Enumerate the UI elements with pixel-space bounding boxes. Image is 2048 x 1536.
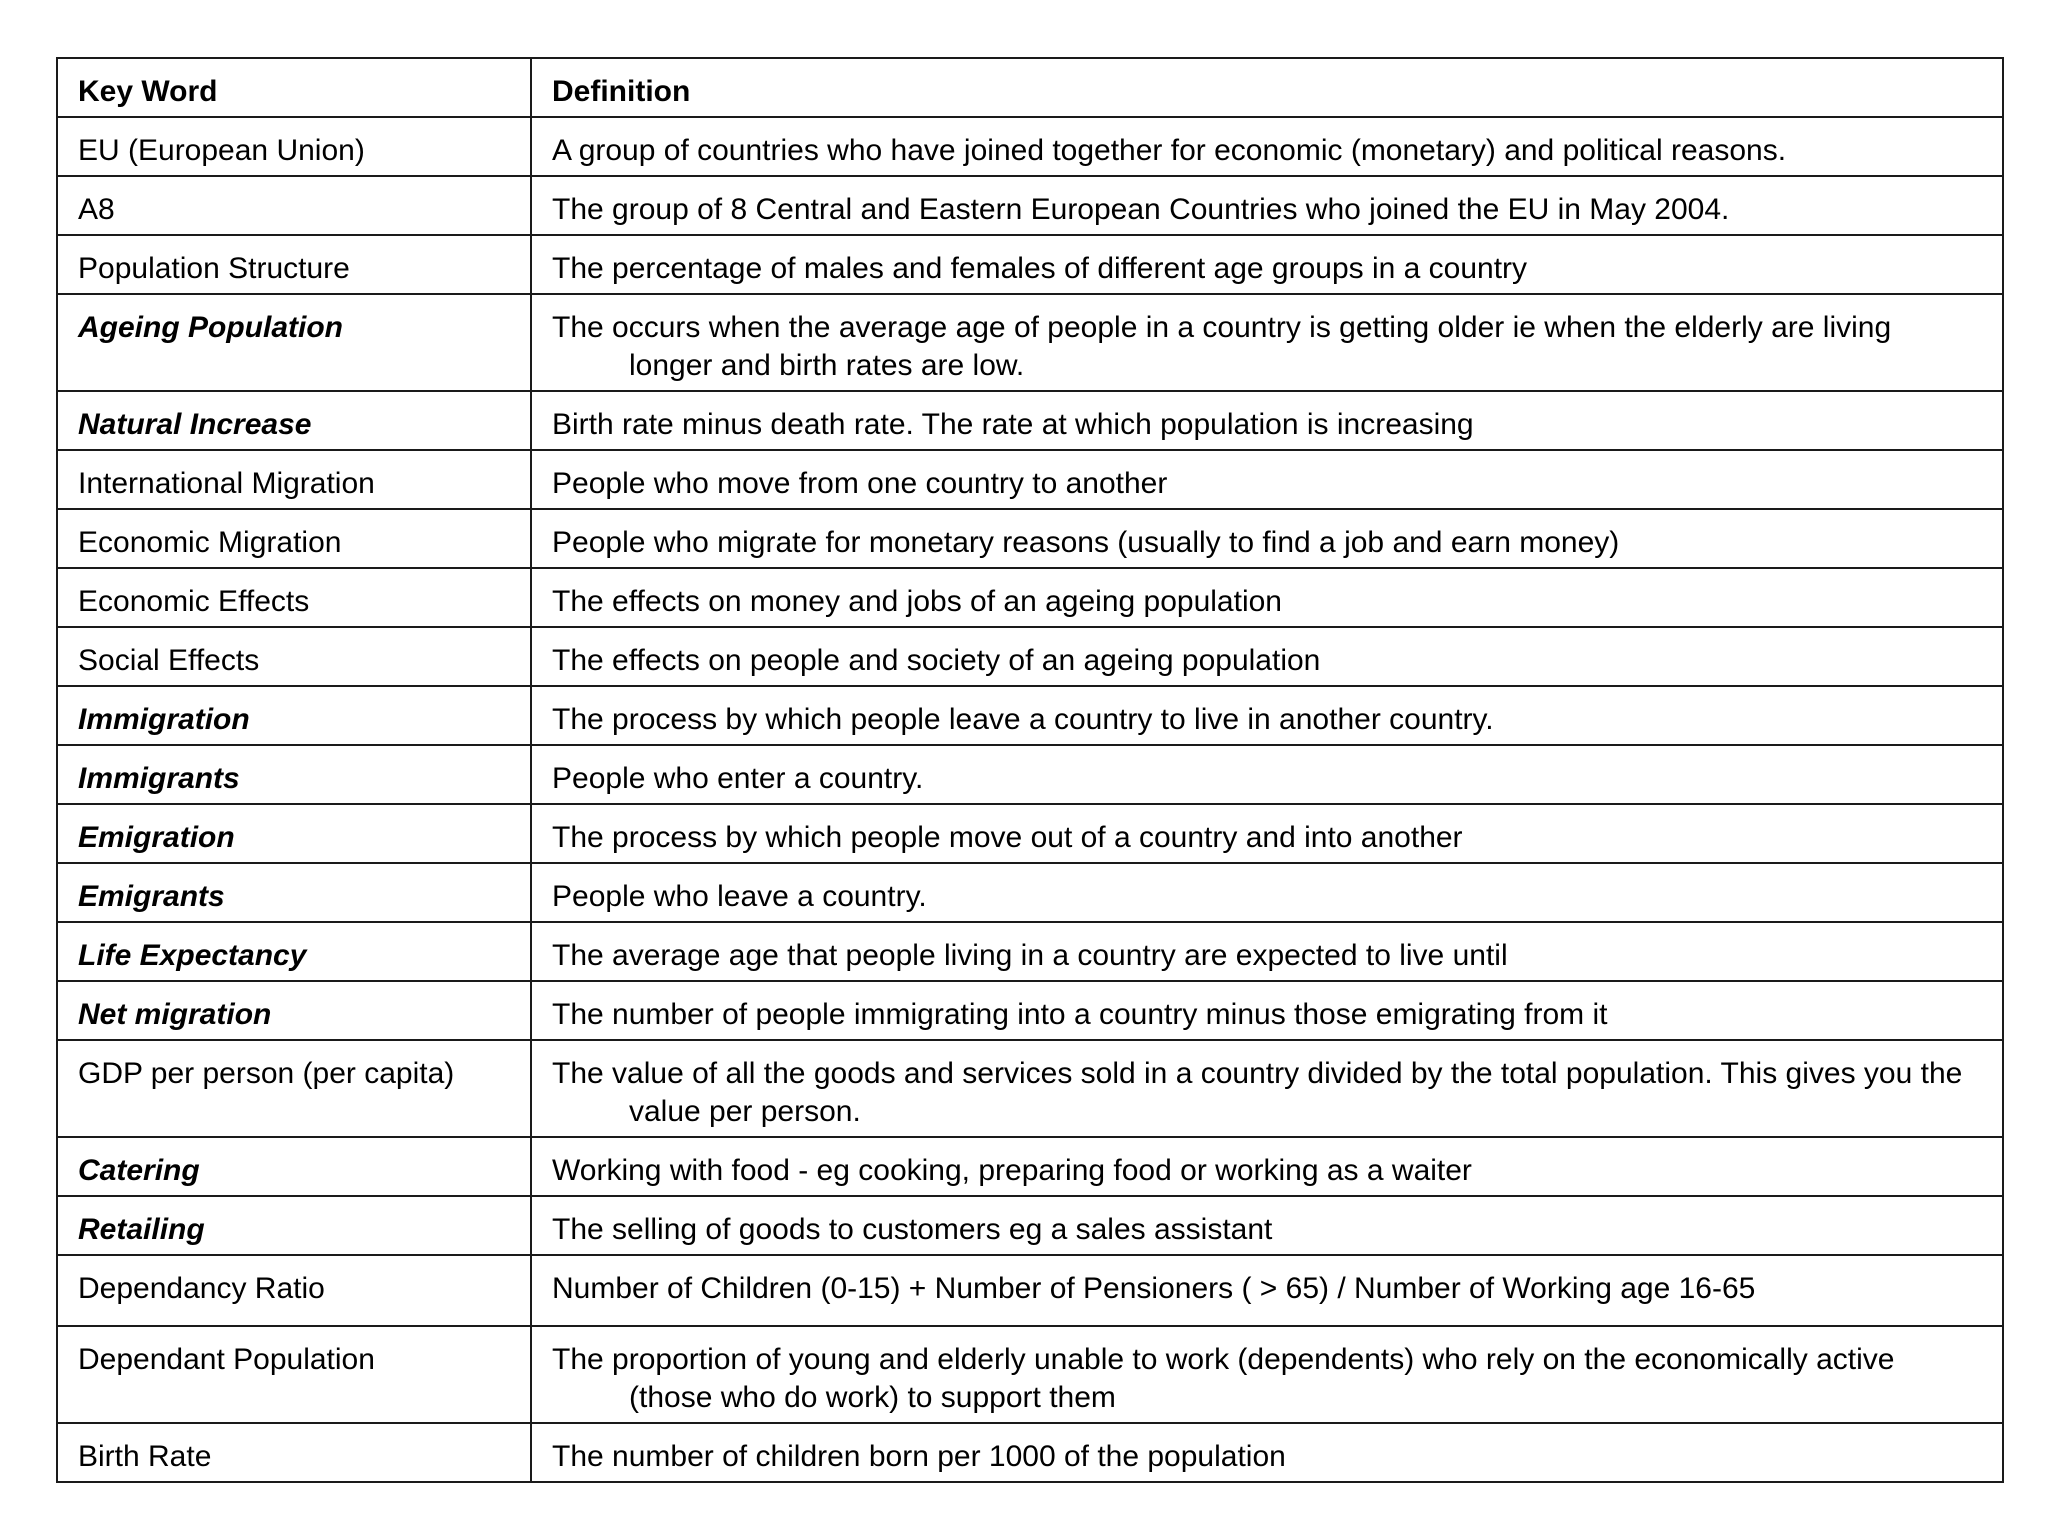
key-word-cell: GDP per person (per capita) (57, 1040, 531, 1137)
table-row (57, 686, 2003, 745)
key-word-cell: Birth Rate (57, 1423, 531, 1482)
column-header-definition: Definition (531, 58, 2003, 117)
definition-cell: People who migrate for monetary reasons (usually to find a job and earn money) (531, 509, 2003, 568)
table-row (57, 568, 2003, 627)
key-word-cell: Dependant Population (57, 1326, 531, 1423)
table-row (57, 117, 2003, 176)
table-row (57, 1326, 2003, 1423)
table-row (57, 1255, 2003, 1326)
key-word-cell: Net migration (57, 981, 531, 1040)
table-row (57, 176, 2003, 235)
definition-cell: Working with food - eg cooking, preparing food or working as a waiter (531, 1137, 2003, 1196)
key-word-cell: Economic Migration (57, 509, 531, 568)
key-word-cell: Natural Increase (57, 391, 531, 450)
table-row (57, 627, 2003, 686)
definition-cell: The group of 8 Central and Eastern European Countries who joined the EU in May 2004. (531, 176, 2003, 235)
table-row (57, 1040, 2003, 1137)
definition-cell: The selling of goods to customers eg a sales assistant (531, 1196, 2003, 1255)
definition-cell: Number of Children (0-15) + Number of Pensioners ( > 65) / Number of Working age 16-65 (531, 1255, 2003, 1326)
key-word-cell: Emigrants (57, 863, 531, 922)
definition-cell: The effects on money and jobs of an ageing population (531, 568, 2003, 627)
key-word-cell: International Migration (57, 450, 531, 509)
table-row (57, 1137, 2003, 1196)
key-word-cell: EU (European Union) (57, 117, 531, 176)
key-word-cell: Population Structure (57, 235, 531, 294)
table-row (57, 1196, 2003, 1255)
table-row (57, 804, 2003, 863)
table-row (57, 922, 2003, 981)
table-row (57, 1423, 2003, 1482)
table-row (57, 235, 2003, 294)
key-word-cell: Immigrants (57, 745, 531, 804)
key-word-cell: Ageing Population (57, 294, 531, 391)
definition-cell: The percentage of males and females of different age groups in a country (531, 235, 2003, 294)
column-header-key-word: Key Word (57, 58, 531, 117)
definition-cell: The process by which people leave a country to live in another country. (531, 686, 2003, 745)
definition-cell: The value of all the goods and services sold in a country divided by the total population. This gives you the value per person. (531, 1040, 2003, 1137)
key-word-cell: Immigration (57, 686, 531, 745)
table-row (57, 745, 2003, 804)
key-word-cell: A8 (57, 176, 531, 235)
definition-cell: The occurs when the average age of people in a country is getting older ie when the elderly are living longer and birth rates are low. (531, 294, 2003, 391)
definition-cell: The effects on people and society of an ageing population (531, 627, 2003, 686)
table-row (57, 294, 2003, 391)
table-row (57, 509, 2003, 568)
definition-cell: The process by which people move out of a country and into another (531, 804, 2003, 863)
header-row (57, 58, 2003, 117)
table-row (57, 981, 2003, 1040)
key-word-cell: Social Effects (57, 627, 531, 686)
definition-cell: A group of countries who have joined together for economic (monetary) and political reasons. (531, 117, 2003, 176)
key-word-cell: Economic Effects (57, 568, 531, 627)
definition-cell: The average age that people living in a country are expected to live until (531, 922, 2003, 981)
key-word-cell: Life Expectancy (57, 922, 531, 981)
key-word-cell: Dependancy Ratio (57, 1255, 531, 1326)
key-word-cell: Emigration (57, 804, 531, 863)
glossary-table (56, 57, 2004, 1483)
definition-cell: The number of children born per 1000 of the population (531, 1423, 2003, 1482)
definition-cell: The proportion of young and elderly unable to work (dependents) who rely on the economically active (those who do work) to support them (531, 1326, 2003, 1423)
table-row (57, 391, 2003, 450)
definition-cell: People who enter a country. (531, 745, 2003, 804)
definition-cell: People who leave a country. (531, 863, 2003, 922)
definition-cell: People who move from one country to another (531, 450, 2003, 509)
key-word-cell: Catering (57, 1137, 531, 1196)
table-row (57, 863, 2003, 922)
key-word-cell: Retailing (57, 1196, 531, 1255)
definition-cell: Birth rate minus death rate. The rate at which population is increasing (531, 391, 2003, 450)
table-row (57, 450, 2003, 509)
definition-cell: The number of people immigrating into a country minus those emigrating from it (531, 981, 2003, 1040)
